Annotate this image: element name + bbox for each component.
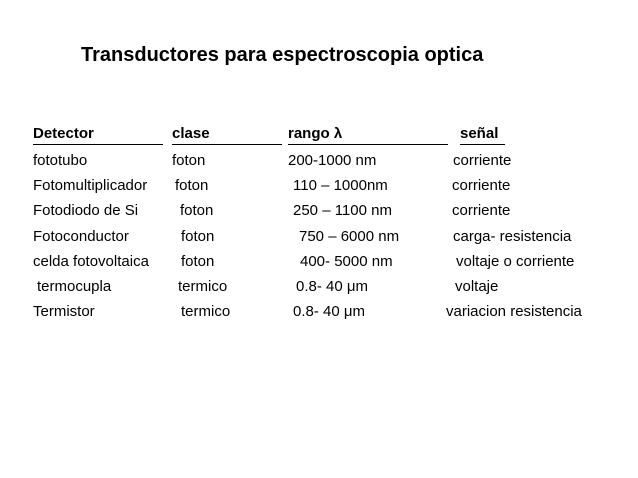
cell-senal: corriente xyxy=(453,152,512,169)
cell-rango: 750 – 6000 nm xyxy=(299,228,400,245)
cell-clase: foton xyxy=(180,202,214,219)
table-row xyxy=(0,150,638,174)
cell-clase: foton xyxy=(181,253,215,270)
table-row xyxy=(0,276,638,300)
cell-clase: foton xyxy=(181,228,215,245)
cell-rango: 110 – 1000nm xyxy=(293,177,388,194)
cell-rango: 200-1000 nm xyxy=(288,152,377,169)
cell-detector: Fotomultiplicador xyxy=(33,177,148,194)
cell-clase: foton xyxy=(175,177,209,194)
cell-detector: termocupla xyxy=(37,278,112,295)
table-row xyxy=(0,301,638,325)
cell-senal: voltaje xyxy=(455,278,499,295)
header-detector: Detector xyxy=(33,124,163,145)
cell-senal: carga- resistencia xyxy=(453,228,572,245)
cell-clase: termico xyxy=(181,303,231,320)
cell-rango: 250 – 1100 nm xyxy=(293,202,392,219)
table-row xyxy=(0,226,638,250)
cell-detector: fototubo xyxy=(33,152,88,169)
cell-rango: 0.8- 40 μm xyxy=(293,303,366,320)
cell-rango: 0.8- 40 μm xyxy=(296,278,369,295)
header-senal: señal xyxy=(460,124,505,145)
cell-senal: voltaje o corriente xyxy=(456,253,575,270)
cell-clase: termico xyxy=(178,278,228,295)
header-rango: rango λ xyxy=(288,124,448,145)
cell-clase: foton xyxy=(172,152,206,169)
cell-senal: variacion resistencia xyxy=(446,303,582,320)
table-row xyxy=(0,251,638,275)
cell-rango: 400- 5000 nm xyxy=(300,253,393,270)
cell-detector: Termistor xyxy=(33,303,95,320)
table-header xyxy=(0,124,638,148)
cell-senal: corriente xyxy=(452,177,511,194)
table-row xyxy=(0,200,638,224)
table-row xyxy=(0,175,638,199)
slide-title: Transductores para espectroscopia optica xyxy=(81,44,484,66)
cell-detector: Fotodiodo de Si xyxy=(33,202,139,219)
cell-detector: Fotoconductor xyxy=(33,228,129,245)
cell-senal: corriente xyxy=(452,202,511,219)
header-clase: clase xyxy=(172,124,282,145)
cell-detector: celda fotovoltaica xyxy=(33,253,149,270)
